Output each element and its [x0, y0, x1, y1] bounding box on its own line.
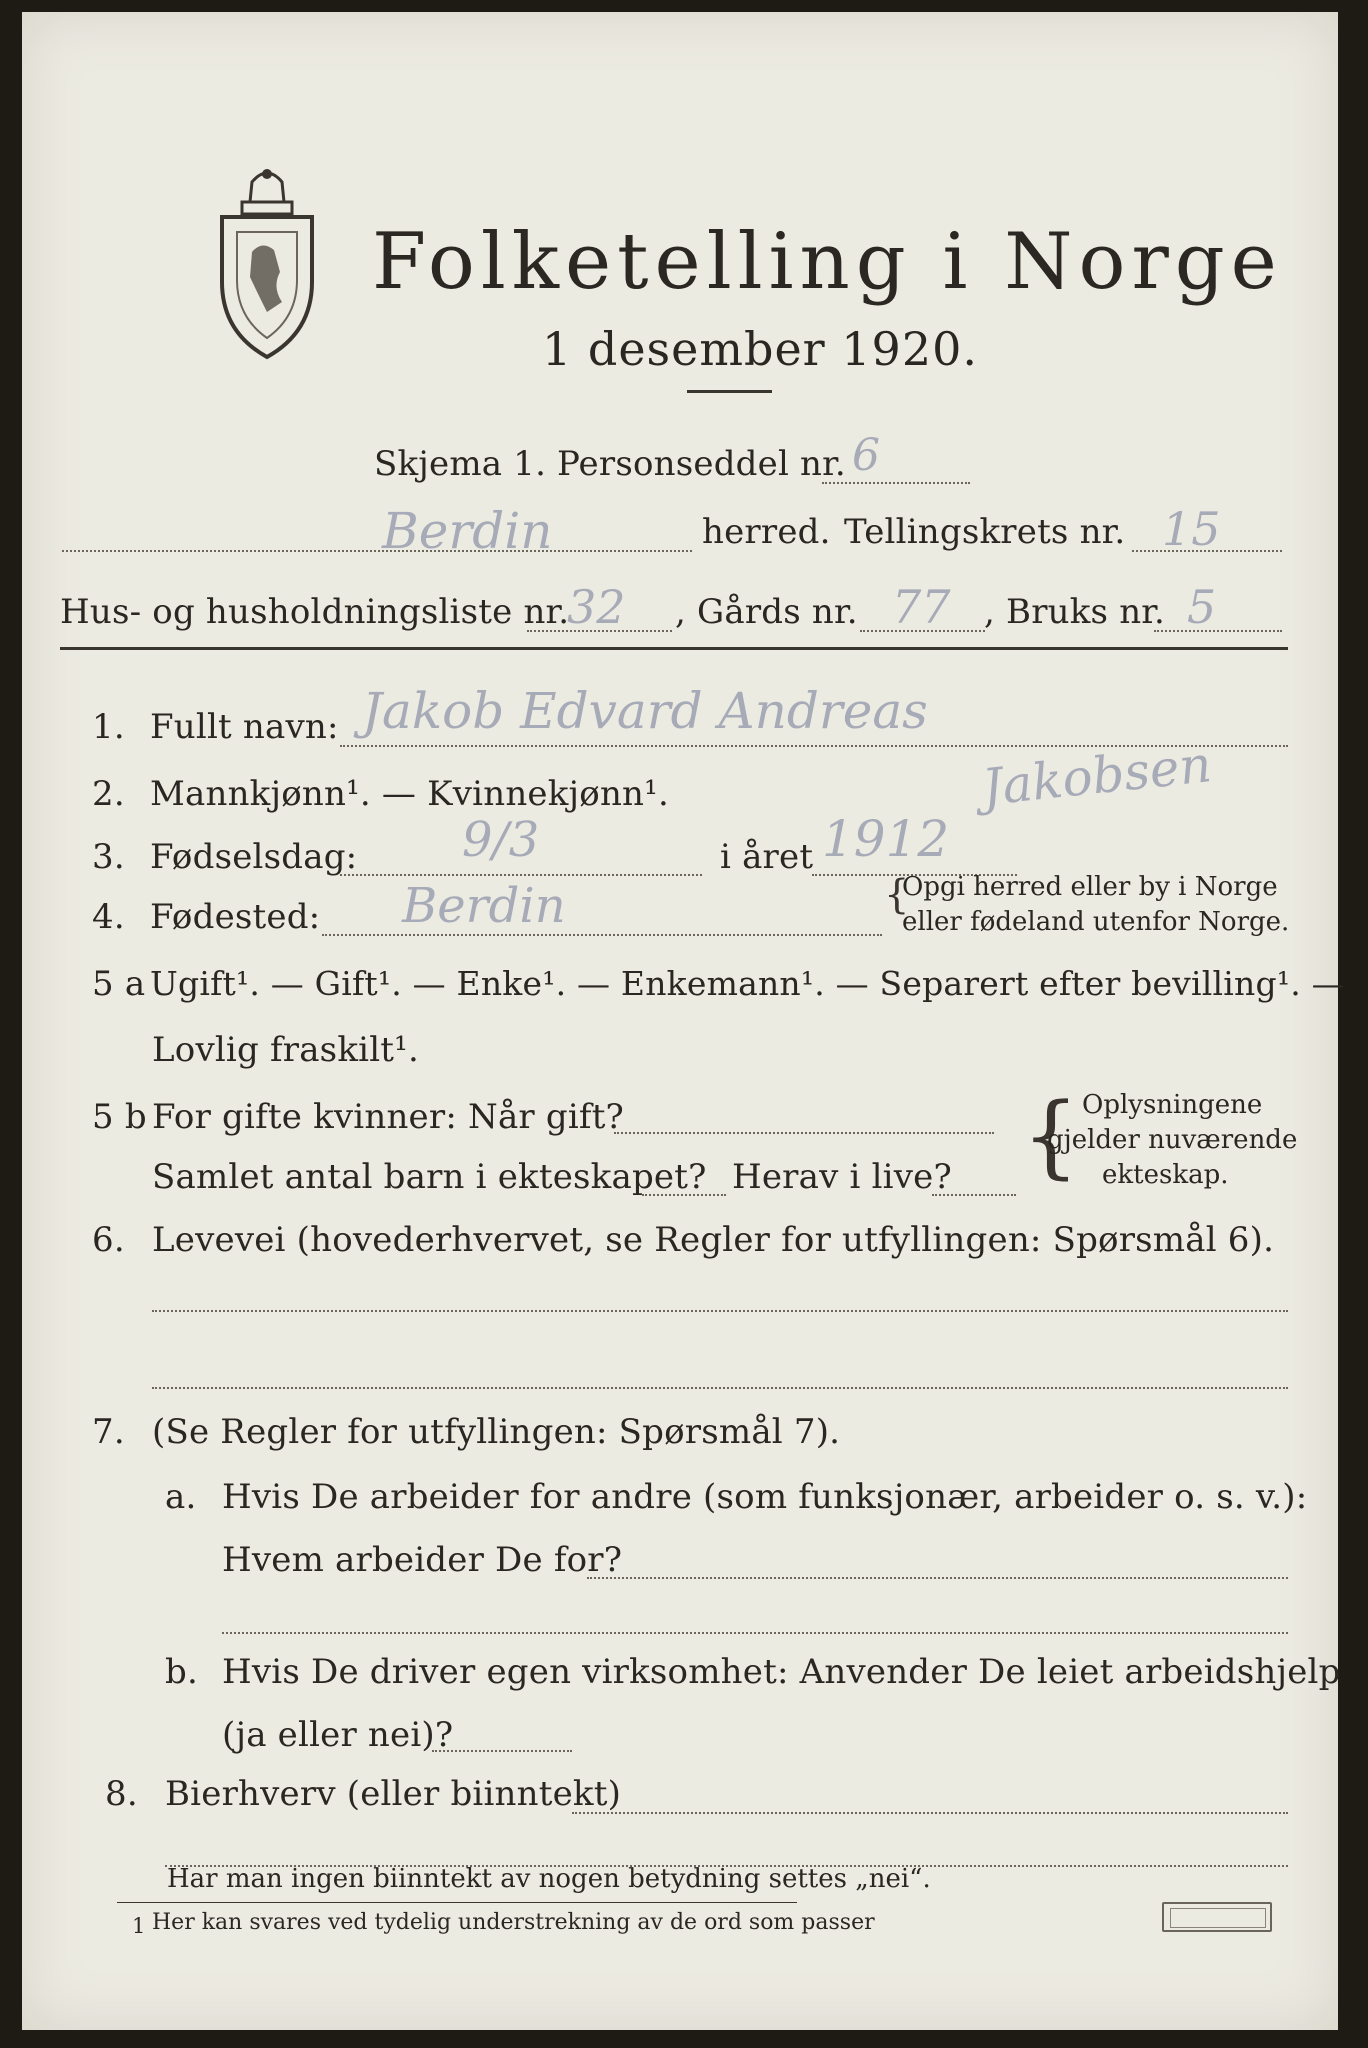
- q7a-letter: a.: [165, 1477, 197, 1517]
- bruks-value: 5: [1187, 580, 1217, 634]
- birth-year-value: 1912: [822, 810, 950, 868]
- hired-help-field[interactable]: [432, 1750, 572, 1752]
- birthday-value: 9/3: [462, 812, 540, 868]
- hus-value: 32: [567, 580, 626, 634]
- footnote-rule: [117, 1902, 797, 1903]
- q7b-letter: b.: [165, 1652, 198, 1692]
- gards-value: 77: [892, 580, 951, 634]
- herred-label: herred.: [702, 512, 831, 552]
- birthplace-note-line2: eller fødeland utenfor Norge.: [902, 907, 1290, 937]
- personseddel-field[interactable]: [822, 482, 970, 484]
- marriage-note-line2: gjelder nuværende: [1047, 1125, 1298, 1155]
- q4-number: 4.: [92, 897, 125, 937]
- q3-number: 3.: [92, 837, 125, 877]
- marital-status-options-line2[interactable]: Lovlig fraskilt¹.: [152, 1030, 419, 1070]
- census-form-page: [22, 12, 1345, 2030]
- employer-field[interactable]: [587, 1577, 1288, 1579]
- birthplace-note-brace: {: [884, 872, 910, 918]
- q1-label: Fullt navn:: [150, 707, 339, 747]
- occupation-field-line1[interactable]: [152, 1310, 1288, 1312]
- skjema-label: Skjema 1.: [374, 444, 547, 484]
- herred-value: Berdin: [382, 502, 553, 560]
- employer-field-line2[interactable]: [222, 1632, 1288, 1634]
- q7-label: (Se Regler for utfyllingen: Spørsmål 7).: [152, 1412, 841, 1452]
- occupation-field-line2[interactable]: [152, 1387, 1288, 1389]
- gards-label: , Gårds nr.: [675, 592, 858, 632]
- marriage-note-brace: {: [1022, 1084, 1080, 1189]
- q5b-number: 5 b: [92, 1097, 147, 1137]
- footnote-mark: 1: [132, 1914, 146, 1938]
- q8-label: Bierhverv (eller biinntekt): [165, 1774, 622, 1814]
- marriage-note-line1: Oplysningene: [1082, 1090, 1263, 1120]
- bruks-field[interactable]: [1154, 630, 1282, 632]
- hus-label: Hus- og husholdningsliste nr.: [60, 592, 570, 632]
- page-title: Folketelling i Norge: [372, 217, 1283, 307]
- q8-note: Har man ingen biinntekt av nogen betydning settes „nei“.: [167, 1864, 931, 1894]
- children-alive-field[interactable]: [932, 1194, 1016, 1196]
- census-date: 1 desember 1920.: [542, 322, 978, 376]
- q6-number: 6.: [92, 1220, 125, 1260]
- q1-number: 1.: [92, 707, 125, 747]
- personseddel-label: Personseddel nr.: [557, 444, 846, 484]
- bruks-label: , Bruks nr.: [984, 592, 1166, 632]
- norway-coat-of-arms-icon: [212, 162, 322, 362]
- footnote-text: Her kan svares ved tydelig understrekning av de ord som passer: [152, 1910, 875, 1935]
- gender-options[interactable]: Mannkjønn¹. — Kvinnekjønn¹.: [150, 774, 669, 814]
- side-income-field[interactable]: [572, 1812, 1288, 1814]
- q4-label: Fødested:: [150, 897, 321, 937]
- q7-number: 7.: [92, 1412, 125, 1452]
- q2-number: 2.: [92, 774, 125, 814]
- q5b-children-label: Samlet antal barn i ekteskapet?: [152, 1157, 707, 1197]
- q3-label: Fødselsdag:: [150, 837, 358, 877]
- birthplace-note-line1: Opgi herred eller by i Norge: [902, 872, 1278, 902]
- q5a-number: 5 a: [92, 964, 146, 1004]
- q7a-line1: Hvis De arbeider for andre (som funksjonær, arbeider o. s. v.):: [222, 1477, 1308, 1517]
- birthplace-value: Berdin: [402, 878, 566, 934]
- tellingskrets-label: Tellingskrets nr.: [844, 512, 1126, 552]
- q7b-line1: Hvis De driver egen virksomhet: Anvender De leiet arbeidshjelp: [222, 1652, 1341, 1692]
- full-name-value: Jakob Edvard Andreas: [362, 682, 928, 740]
- q7a-employer-label: Hvem arbeider De for?: [222, 1540, 623, 1580]
- printer-stamp: [1162, 1902, 1272, 1932]
- personseddel-value: 6: [852, 430, 880, 481]
- herred-field[interactable]: [62, 550, 692, 552]
- birthday-field[interactable]: [340, 874, 702, 876]
- q8-number: 8.: [105, 1774, 138, 1814]
- full-name-value-line2: Jakobsen: [979, 735, 1215, 817]
- marital-status-options[interactable]: Ugift¹. — Gift¹. — Enke¹. — Enkemann¹. — Separert efter bevilling¹. —: [150, 964, 1345, 1003]
- q7b-help-label: (ja eller nei)?: [222, 1715, 454, 1755]
- marriage-note-line3: ekteskap.: [1102, 1160, 1229, 1190]
- title-divider: [687, 390, 772, 393]
- q6-label: Levevei (hovederhvervet, se Regler for utfyllingen: Spørsmål 6).: [152, 1220, 1275, 1260]
- birthplace-field[interactable]: [322, 934, 882, 936]
- tellingskrets-value: 15: [1162, 502, 1221, 556]
- birth-year-label: i året: [720, 837, 814, 877]
- q5b-married-when-label: For gifte kvinner: Når gift?: [152, 1097, 624, 1137]
- q5b-alive-label: Herav i live?: [732, 1157, 952, 1197]
- children-total-field[interactable]: [642, 1194, 726, 1196]
- married-when-field[interactable]: [614, 1132, 994, 1134]
- header-rule: [60, 647, 1288, 650]
